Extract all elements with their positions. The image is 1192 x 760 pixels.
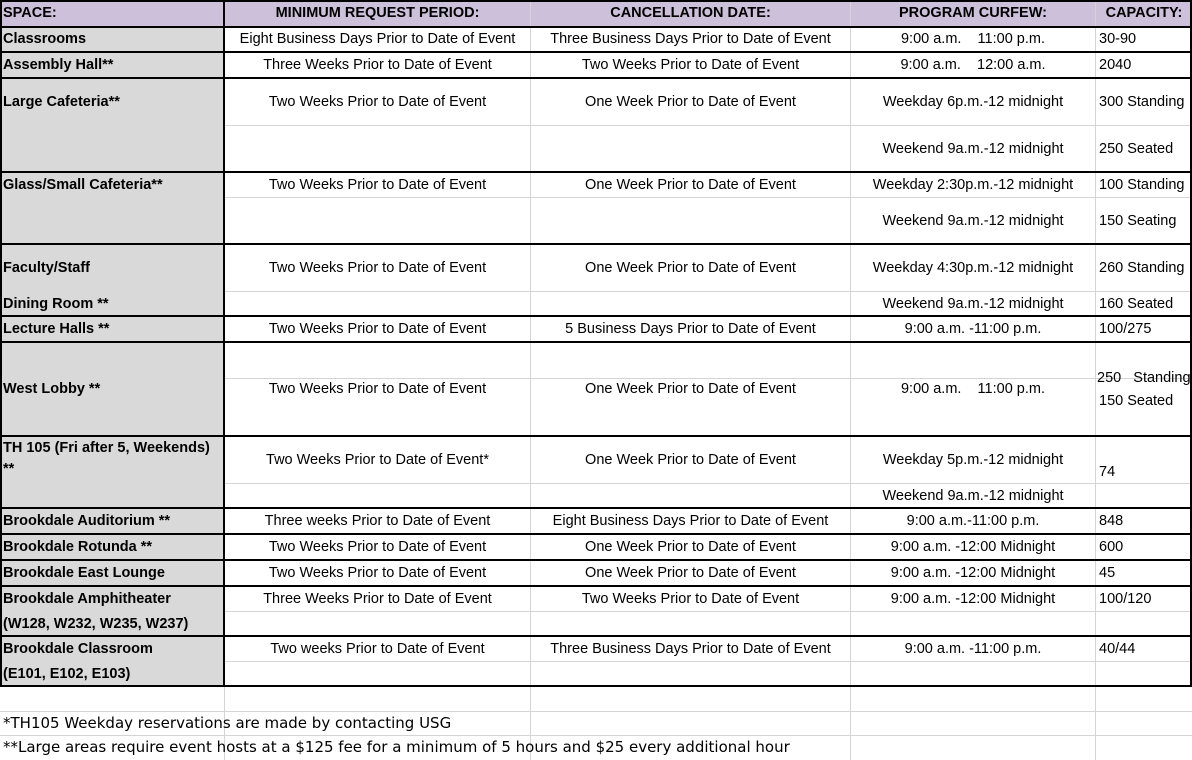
space-th105-note: **: [0, 461, 224, 478]
border: [0, 315, 1192, 317]
space-column-bg: [0, 27, 224, 686]
cancel-brookdale-classroom: Three Business Days Prior to Date of Event: [550, 641, 831, 657]
space-brookdale-east-lounge: Brookdale East Lounge: [0, 565, 224, 582]
border: [0, 435, 1192, 437]
header-capacity: CAPACITY:: [1096, 0, 1192, 26]
min-request-glass-cafeteria: Two Weeks Prior to Date of Event: [268, 177, 487, 193]
curfew-brookdale-east-lounge: 9:00 a.m. -12:00 Midnight: [890, 565, 1056, 581]
space-th105: TH 105 (Fri after 5, Weekends): [0, 440, 224, 457]
capacity-brookdale-rotunda: 600: [1099, 539, 1124, 555]
cancel-brookdale-east-lounge: One Week Prior to Date of Event: [585, 565, 796, 581]
border: [0, 171, 1192, 173]
curfew-brookdale-amphitheater: 9:00 a.m. -12:00 Midnight: [890, 591, 1056, 607]
min-request-lecture-halls: Two Weeks Prior to Date of Event: [268, 321, 487, 337]
cancel-west-lobby: One Week Prior to Date of Event: [585, 381, 796, 397]
curfew-brookdale-auditorium: 9:00 a.m.-11:00 p.m.: [906, 513, 1040, 529]
capacity-glass-cafeteria-standing: 100 Standing: [1099, 177, 1185, 193]
min-request-brookdale-amphitheater: Three Weeks Prior to Date of Event: [263, 591, 492, 607]
space-brookdale-auditorium: Brookdale Auditorium **: [0, 513, 224, 530]
min-request-brookdale-rotunda: Two Weeks Prior to Date of Event: [268, 539, 487, 555]
border: [0, 585, 1192, 587]
space-dining-room: Dining Room **: [0, 296, 224, 313]
gridline: [0, 735, 1192, 736]
footnote-large-areas: **Large areas require event hosts at a $125 fee for a minimum of 5 hours and $25 every additional hour: [3, 738, 790, 756]
capacity-th105: 74: [1099, 464, 1116, 480]
space-glass-cafeteria: Glass/Small Cafeteria**: [0, 177, 224, 194]
gridline: [0, 711, 1192, 712]
min-request-th105: Two Weeks Prior to Date of Event*: [266, 452, 489, 468]
capacity-large-cafeteria-seated: 250 Seated: [1099, 141, 1174, 157]
curfew-glass-cafeteria-weekend: Weekend 9a.m.-12 midnight: [882, 213, 1064, 229]
capacity-brookdale-east-lounge: 45: [1099, 565, 1116, 581]
curfew-th105-weekend: Weekend 9a.m.-12 midnight: [882, 488, 1064, 504]
border: [0, 507, 1192, 509]
capacity-brookdale-classroom: 40/44: [1099, 641, 1136, 657]
capacity-classrooms: 30-90: [1099, 31, 1137, 47]
min-request-brookdale-auditorium: Three weeks Prior to Date of Event: [264, 513, 491, 529]
curfew-th105-weekday: Weekday 5p.m.-12 midnight: [882, 452, 1064, 468]
space-assembly-hall: Assembly Hall**: [0, 57, 224, 74]
min-request-west-lobby: Two Weeks Prior to Date of Event: [268, 381, 487, 397]
cancel-brookdale-rotunda: One Week Prior to Date of Event: [585, 539, 796, 555]
border: [223, 0, 225, 687]
curfew-assembly-hall: 9:00 a.m. 12:00 a.m.: [900, 57, 1046, 73]
cancel-th105: One Week Prior to Date of Event: [585, 452, 796, 468]
min-request-brookdale-classroom: Two weeks Prior to Date of Event: [270, 641, 485, 657]
cancel-large-cafeteria: One Week Prior to Date of Event: [585, 94, 796, 110]
space-brookdale-amphitheater-rooms: (W128, W232, W235, W237): [0, 616, 224, 633]
cancel-glass-cafeteria: One Week Prior to Date of Event: [585, 177, 796, 193]
header-min-request: MINIMUM REQUEST PERIOD:: [225, 0, 530, 26]
cancel-brookdale-auditorium: Eight Business Days Prior to Date of Event: [552, 513, 829, 529]
min-request-large-cafeteria: Two Weeks Prior to Date of Event: [268, 94, 487, 110]
space-lecture-halls: Lecture Halls **: [0, 321, 224, 338]
border: [0, 77, 1192, 79]
space-faculty-staff: Faculty/Staff: [0, 260, 224, 277]
curfew-west-lobby: 9:00 a.m. 11:00 p.m.: [900, 381, 1045, 397]
border: [0, 0, 2, 687]
min-request-assembly-hall: Three Weeks Prior to Date of Event: [263, 57, 492, 73]
curfew-brookdale-classroom: 9:00 a.m. -11:00 p.m.: [904, 641, 1042, 657]
border: [0, 635, 1192, 637]
min-request-classrooms: Eight Business Days Prior to Date of Event: [239, 31, 516, 47]
capacity-lecture-halls: 100/275: [1099, 321, 1152, 337]
capacity-assembly-hall: 2040: [1099, 57, 1132, 73]
header-cancellation: CANCELLATION DATE:: [531, 0, 850, 26]
curfew-brookdale-rotunda: 9:00 a.m. -12:00 Midnight: [890, 539, 1056, 555]
curfew-lecture-halls: 9:00 a.m. -11:00 p.m.: [904, 321, 1042, 337]
curfew-large-cafeteria-weekday: Weekday 6p.m.-12 midnight: [882, 94, 1064, 110]
space-west-lobby: West Lobby **: [0, 381, 224, 398]
curfew-faculty-dining-weekend: Weekend 9a.m.-12 midnight: [882, 296, 1064, 312]
cancel-assembly-hall: Two Weeks Prior to Date of Event: [581, 57, 800, 73]
header-space: SPACE:: [0, 0, 224, 26]
cancel-brookdale-amphitheater: Two Weeks Prior to Date of Event: [581, 591, 800, 607]
capacity-brookdale-auditorium: 848: [1099, 513, 1124, 529]
capacity-west-lobby-seated: 150 Seated: [1099, 393, 1174, 409]
border: [0, 243, 1192, 245]
curfew-glass-cafeteria-weekday: Weekday 2:30p.m.-12 midnight: [872, 177, 1074, 193]
space-brookdale-amphitheater: Brookdale Amphitheater: [0, 591, 224, 608]
space-classrooms: Classrooms: [0, 31, 224, 48]
cancel-classrooms: Three Business Days Prior to Date of Event: [550, 31, 831, 47]
capacity-brookdale-amphitheater: 100/120: [1099, 591, 1152, 607]
curfew-faculty-dining-weekday: Weekday 4:30p.m.-12 midnight: [872, 260, 1074, 276]
border: [0, 0, 1192, 2]
border: [0, 341, 1192, 343]
capacity-west-lobby-standing: 250 Standing: [1097, 370, 1191, 386]
cancel-faculty-dining: One Week Prior to Date of Event: [585, 260, 796, 276]
border: [0, 685, 1192, 687]
border: [0, 26, 1192, 28]
min-request-brookdale-east-lounge: Two Weeks Prior to Date of Event: [268, 565, 487, 581]
header-curfew: PROGRAM CURFEW:: [851, 0, 1095, 26]
border: [0, 533, 1192, 535]
min-request-faculty-dining: Two Weeks Prior to Date of Event: [268, 260, 487, 276]
space-brookdale-classroom: Brookdale Classroom: [0, 641, 224, 658]
space-brookdale-rotunda: Brookdale Rotunda **: [0, 539, 224, 556]
footnote-th105: *TH105 Weekday reservations are made by contacting USG: [3, 714, 452, 732]
curfew-classrooms: 9:00 a.m. 11:00 p.m.: [900, 31, 1045, 47]
capacity-glass-cafeteria-seating: 150 Seating: [1099, 213, 1177, 229]
capacity-large-cafeteria-standing: 300 Standing: [1099, 94, 1185, 110]
curfew-large-cafeteria-weekend: Weekend 9a.m.-12 midnight: [882, 141, 1064, 157]
cancel-lecture-halls: 5 Business Days Prior to Date of Event: [565, 321, 816, 337]
capacity-faculty-dining-seated: 160 Seated: [1099, 296, 1174, 312]
space-large-cafeteria: Large Cafeteria**: [0, 94, 224, 111]
border: [0, 559, 1192, 561]
border: [0, 51, 1192, 53]
space-brookdale-classroom-rooms: (E101, E102, E103): [0, 666, 224, 683]
capacity-faculty-dining-standing: 260 Standing: [1099, 260, 1185, 276]
